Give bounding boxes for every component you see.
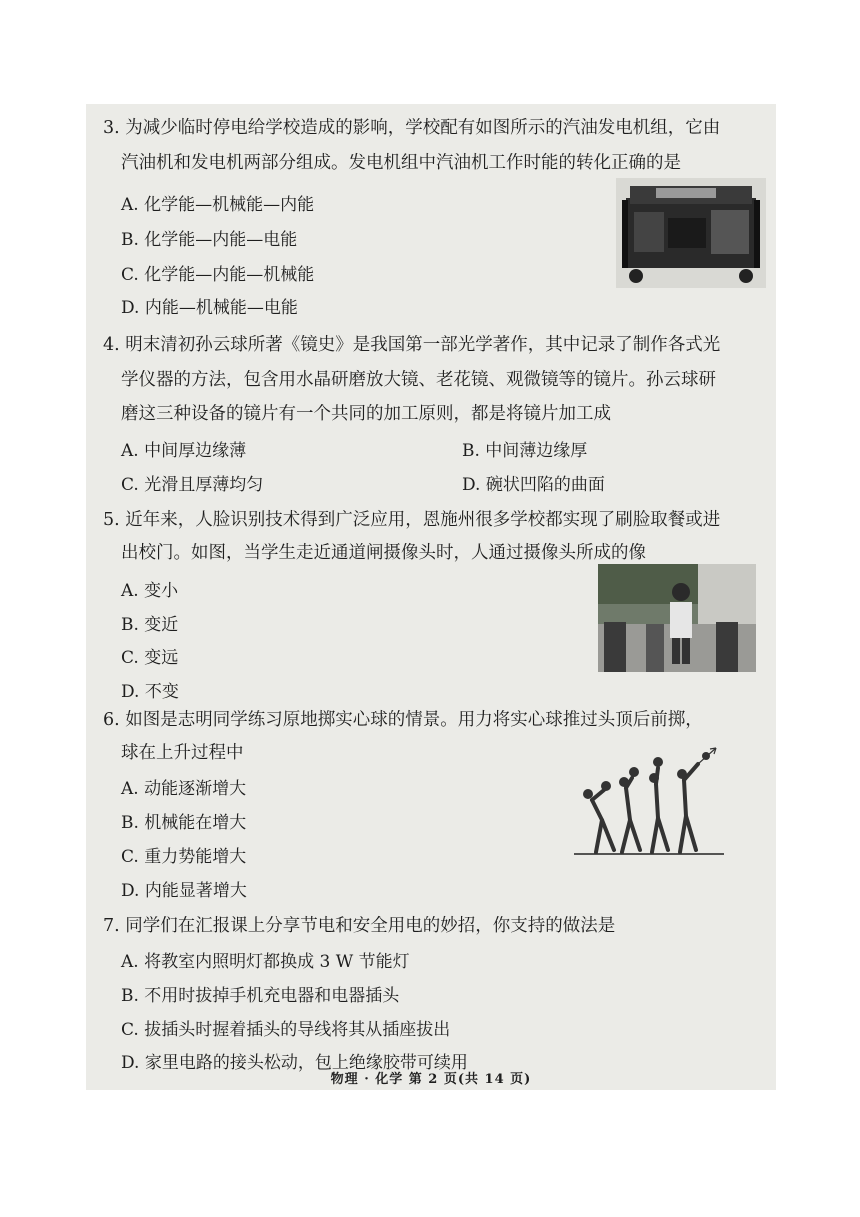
- q7-option-a[interactable]: A. 将教室内照明灯都换成 3 W 节能灯: [121, 952, 410, 972]
- q3-line-1: 3. 为减少临时停电给学校造成的影响，学校配有如图所示的汽油发电机组，它由: [103, 118, 721, 138]
- q5-option-d[interactable]: D. 不变: [121, 682, 179, 702]
- q4-line-1: 4. 明末清初孙云球所著《镜史》是我国第一部光学著作，其中记录了制作各式光: [103, 335, 721, 355]
- q6-option-d[interactable]: D. 内能显著增大: [121, 881, 247, 901]
- face-recognition-gate-image: [598, 564, 756, 672]
- q4-option-a[interactable]: A. 中间厚边缘薄: [121, 441, 247, 461]
- q4-line-2: 学仪器的方法，包含用水晶研磨放大镜、老花镜、观微镜等的镜片。孙云球研: [121, 370, 716, 390]
- q7-option-d[interactable]: D. 家里电路的接头松动，包上绝缘胶带可续用: [121, 1053, 468, 1073]
- shot-put-sequence-image: [574, 740, 724, 860]
- q4-option-d[interactable]: D. 碗状凹陷的曲面: [462, 475, 605, 495]
- q5-option-a[interactable]: A. 变小: [121, 581, 179, 601]
- generator-image: [616, 178, 766, 288]
- q3-option-d[interactable]: D. 内能—机械能—电能: [121, 298, 298, 318]
- q7-option-b[interactable]: B. 不用时拔掉手机充电器和电器插头: [121, 986, 400, 1006]
- q4-option-c[interactable]: C. 光滑且厚薄均匀: [121, 475, 264, 495]
- q5-line-2: 出校门。如图，当学生走近通道闸摄像头时，人通过摄像头所成的像: [121, 543, 646, 563]
- q3-line-2: 汽油机和发电机两部分组成。发电机组中汽油机工作时能的转化正确的是: [121, 153, 681, 173]
- page-footer: 物理 · 化学 第 2 页(共 14 页): [330, 1072, 532, 1087]
- q3-option-a[interactable]: A. 化学能—机械能—内能: [121, 195, 315, 215]
- q6-option-c[interactable]: C. 重力势能增大: [121, 847, 247, 867]
- q7-option-c[interactable]: C. 拔插头时握着插头的导线将其从插座拔出: [121, 1020, 451, 1040]
- q4-line-3: 磨这三种设备的镜片有一个共同的加工原则，都是将镜片加工成: [121, 404, 611, 424]
- q4-option-b[interactable]: B. 中间薄边缘厚: [462, 441, 588, 461]
- q3-option-c[interactable]: C. 化学能—内能—机械能: [121, 265, 315, 285]
- q5-option-b[interactable]: B. 变近: [121, 615, 179, 635]
- q6-line-1: 6. 如图是志明同学练习原地掷实心球的情景。用力将实心球推过头顶后前掷，: [103, 710, 703, 730]
- q6-line-2: 球在上升过程中: [121, 743, 244, 763]
- q5-option-c[interactable]: C. 变远: [121, 648, 179, 668]
- q6-option-a[interactable]: A. 动能逐渐增大: [121, 779, 247, 799]
- exam-page: [86, 104, 776, 1090]
- q3-option-b[interactable]: B. 化学能—内能—电能: [121, 230, 298, 250]
- q7-line-1: 7. 同学们在汇报课上分享节电和安全用电的妙招，你支持的做法是: [103, 916, 616, 936]
- q6-option-b[interactable]: B. 机械能在增大: [121, 813, 247, 833]
- q5-line-1: 5. 近年来，人脸识别技术得到广泛应用，恩施州很多学校都实现了刷脸取餐或进: [103, 510, 721, 530]
